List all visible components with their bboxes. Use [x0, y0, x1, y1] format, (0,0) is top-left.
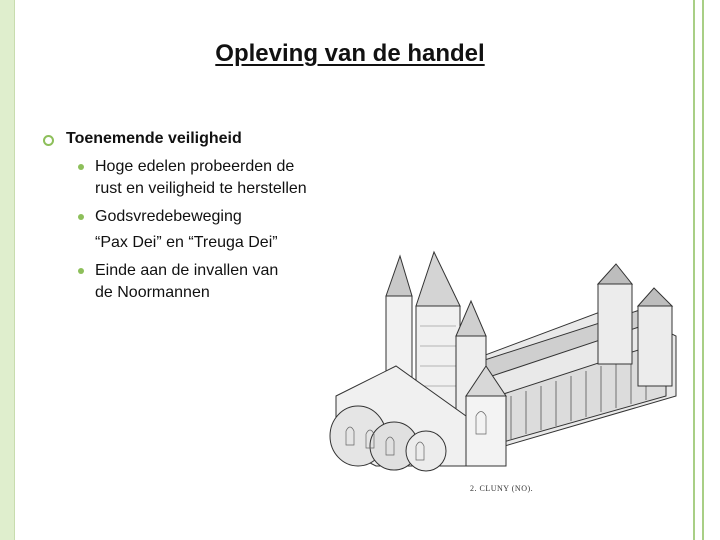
image-caption: 2. CLUNY (NO).	[470, 484, 534, 493]
slide-title: Opleving van de handel	[215, 40, 485, 67]
left-border-band	[0, 0, 15, 540]
bullet-item	[40, 260, 295, 304]
bullet-heading	[40, 128, 330, 150]
dot-bullet-icon	[78, 214, 84, 220]
bullet-list	[40, 128, 330, 304]
dot-bullet-icon	[78, 268, 84, 274]
cluny-abbey-drawing	[316, 246, 688, 500]
bullet-text: “Pax Dei” en “Treuga Dei”	[95, 234, 278, 251]
bullet-text: Godsvredebeweging	[95, 208, 242, 225]
bullet-text: Einde aan de invallen van de Noormannen	[95, 262, 279, 301]
dot-bullet-icon	[78, 164, 84, 170]
bullet-text: Hoge edelen probeerden de rust en veiligheid te herstellen	[95, 158, 307, 197]
sub-text	[40, 232, 295, 254]
bullet-item	[40, 206, 317, 228]
bullet-item	[40, 156, 317, 200]
ring-bullet-icon	[43, 135, 54, 146]
heading-text: Toenemende veiligheid	[66, 130, 242, 147]
right-border-lines	[690, 0, 720, 540]
